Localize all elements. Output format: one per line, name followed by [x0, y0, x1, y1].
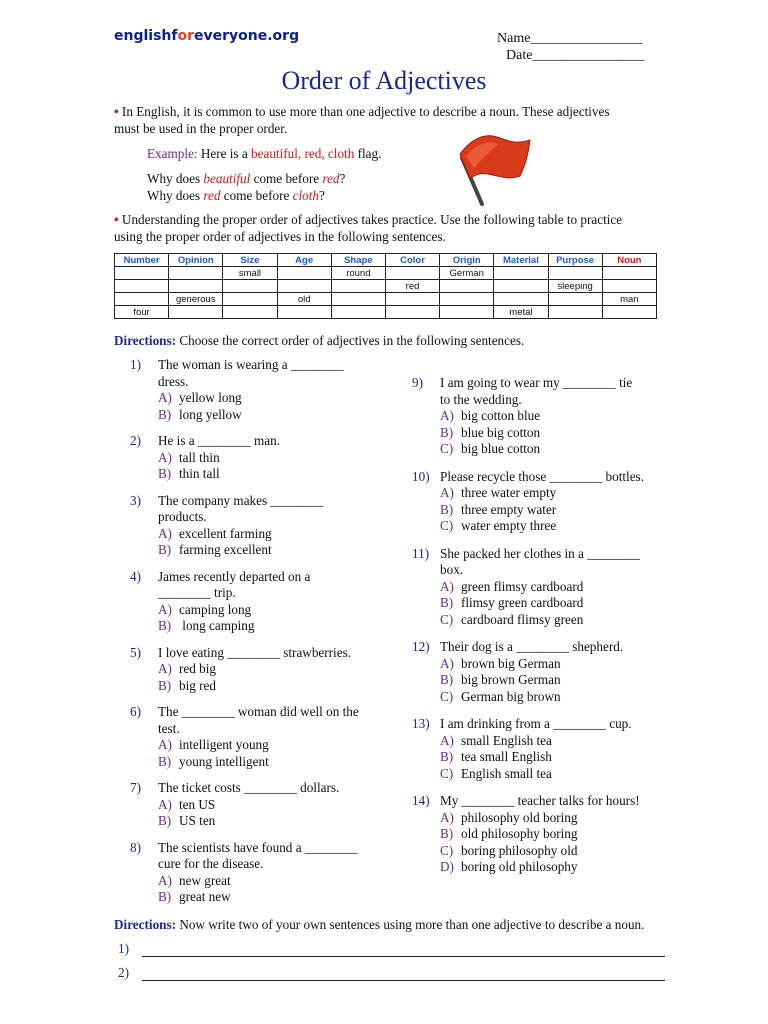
directions-2	[114, 917, 644, 933]
question-item	[412, 469, 644, 535]
table-cell	[385, 306, 439, 319]
directions-text: Choose the correct order of adjectives in the following sentences.	[179, 333, 525, 348]
intro-line2: must be used in the proper order.	[114, 120, 288, 136]
option-letter: A)	[440, 655, 454, 671]
answer-option[interactable]	[412, 579, 640, 596]
option-letter: A)	[440, 732, 454, 748]
question-text: box.	[440, 562, 464, 577]
write-line-number: 2)	[118, 965, 129, 980]
option-text: English small tea	[461, 765, 552, 781]
question-text: The woman is wearing a ________	[158, 357, 344, 372]
question-item	[130, 840, 358, 906]
table-cell	[223, 293, 277, 306]
answer-option[interactable]	[412, 672, 623, 689]
question-line	[130, 645, 351, 662]
option-letter: C)	[440, 842, 454, 858]
answer-option[interactable]	[130, 407, 344, 424]
example-text: flag.	[357, 146, 382, 161]
question-line	[412, 716, 632, 733]
question-line	[412, 639, 623, 656]
option-letter: B)	[440, 749, 454, 764]
table-header-row	[115, 254, 657, 267]
question-text: The ticket costs ________ dollars.	[158, 780, 340, 795]
table-cell	[385, 293, 439, 306]
table-cell	[115, 267, 169, 280]
answer-option[interactable]	[412, 689, 623, 706]
practice-line1: Understanding the proper order of adjectives takes practice. Use the following table to practice	[121, 212, 623, 227]
site-suffix: everyone.org	[194, 28, 300, 44]
table-cell: small	[223, 267, 277, 280]
write-line-number: 1)	[118, 941, 129, 956]
table-cell	[602, 267, 656, 280]
name-field: Name________________	[497, 31, 643, 46]
option-letter: A)	[440, 485, 454, 500]
table-cell	[440, 280, 494, 293]
question-line	[412, 546, 640, 563]
option-text: brown big German	[461, 655, 561, 671]
write-line-2[interactable]	[142, 966, 665, 981]
option-text: long camping	[179, 618, 255, 633]
directions-label: Directions:	[114, 333, 177, 348]
question-number: 10)	[412, 468, 430, 484]
option-text: three empty water	[461, 501, 557, 517]
question-text: ________ trip.	[158, 585, 236, 600]
option-text: boring philosophy old	[461, 842, 578, 858]
answer-option[interactable]	[412, 485, 644, 502]
option-text: big red	[179, 677, 216, 693]
option-text: red big	[179, 661, 216, 676]
table-cell	[602, 306, 656, 319]
table-cell	[440, 306, 494, 319]
question-number: 7)	[130, 780, 141, 795]
answer-option[interactable]	[412, 733, 632, 750]
question-text: James recently departed on a	[158, 568, 311, 584]
question-number: 5)	[130, 644, 141, 660]
option-text: big cotton blue	[461, 408, 541, 423]
answer-option[interactable]	[130, 661, 351, 678]
practice-line2: using the proper order of adjectives in the following sentences.	[114, 228, 446, 244]
option-letter: A)	[440, 408, 454, 423]
option-text: yellow long	[179, 390, 242, 405]
table-cell	[494, 280, 548, 293]
option-text: philosophy old boring	[461, 809, 578, 825]
table-row	[115, 267, 657, 280]
question-line	[130, 357, 344, 374]
option-letter: A)	[158, 525, 172, 541]
bullet: •	[114, 212, 119, 227]
option-letter: A)	[158, 796, 172, 812]
table-header: Age	[277, 254, 331, 267]
table-cell	[331, 293, 385, 306]
example-question-1	[147, 171, 345, 187]
option-text: new great	[179, 872, 231, 888]
question-line	[412, 469, 644, 486]
question-number: 4)	[130, 568, 141, 584]
table-row	[115, 293, 657, 306]
table-cell	[169, 280, 223, 293]
option-letter: A)	[158, 737, 172, 752]
answer-option[interactable]	[412, 441, 632, 458]
question-line	[412, 375, 632, 392]
question-item	[130, 493, 323, 559]
question-number: 3)	[130, 492, 141, 508]
option-letter: A)	[158, 661, 172, 676]
table-cell	[494, 293, 548, 306]
answer-option[interactable]	[130, 754, 359, 771]
option-text: farming excellent	[179, 542, 272, 557]
table-cell	[115, 280, 169, 293]
table-header: Shape	[331, 254, 385, 267]
table-header: Number	[115, 254, 169, 267]
table-cell	[602, 280, 656, 293]
option-text: three water empty	[461, 485, 557, 500]
option-text: big brown German	[461, 672, 561, 687]
question-item	[412, 639, 623, 705]
option-letter: A)	[158, 601, 172, 617]
option-letter: A)	[158, 390, 172, 405]
answer-option[interactable]	[130, 889, 358, 906]
option-text: long yellow	[179, 406, 242, 422]
option-text: blue big cotton	[461, 424, 541, 440]
answer-option[interactable]	[412, 408, 632, 425]
option-letter: B)	[158, 542, 172, 557]
option-text: big blue cotton	[461, 441, 541, 456]
table-header: Purpose	[548, 254, 602, 267]
answer-option[interactable]	[130, 618, 310, 635]
table-header: Opinion	[169, 254, 223, 267]
question-line	[130, 780, 339, 797]
site-mid: or	[177, 28, 195, 44]
option-letter: B)	[158, 406, 172, 422]
option-text: tall thin	[179, 449, 220, 465]
option-letter: B)	[440, 595, 454, 610]
q-text: come before	[223, 188, 290, 203]
option-letter: C)	[440, 611, 454, 627]
question-line	[130, 509, 323, 526]
question-text: The scientists have found a ________	[158, 839, 358, 855]
practice-paragraph	[114, 212, 659, 245]
table-cell	[169, 267, 223, 280]
option-letter: B)	[158, 466, 172, 481]
question-number: 11)	[412, 545, 430, 561]
table-cell: old	[277, 293, 331, 306]
answer-option[interactable]	[412, 612, 640, 629]
option-letter: D)	[440, 859, 454, 874]
adjective-order-table	[114, 253, 657, 319]
question-text: Please recycle those ________ bottles.	[440, 468, 644, 484]
question-line	[130, 569, 310, 586]
table-cell	[440, 293, 494, 306]
table-cell: round	[331, 267, 385, 280]
option-letter: A)	[158, 449, 172, 465]
table-cell	[169, 306, 223, 319]
option-text: tea small English	[461, 749, 552, 764]
date-field: Date________________	[506, 48, 645, 63]
red-flag-icon	[452, 128, 534, 213]
table-cell: red	[385, 280, 439, 293]
question-item	[412, 375, 632, 458]
table-cell	[331, 306, 385, 319]
question-item	[130, 780, 339, 830]
answer-option[interactable]	[130, 873, 358, 890]
answer-option[interactable]	[412, 518, 644, 535]
option-text: German big brown	[461, 688, 561, 704]
question-item	[130, 357, 344, 423]
option-letter: B)	[158, 618, 172, 633]
answer-option[interactable]	[130, 813, 339, 830]
question-number: 13)	[412, 716, 430, 731]
example-label: Example:	[147, 146, 198, 161]
option-letter: C)	[440, 518, 454, 533]
example-question-2	[147, 188, 325, 204]
table-cell	[548, 267, 602, 280]
option-text: young intelligent	[179, 753, 269, 769]
option-letter: B)	[158, 889, 172, 904]
answer-option[interactable]	[130, 678, 351, 695]
answer-option[interactable]	[130, 542, 323, 559]
answer-option[interactable]	[130, 466, 280, 483]
option-text: excellent farming	[179, 525, 272, 541]
option-letter: B)	[440, 672, 454, 687]
table-header: Color	[385, 254, 439, 267]
site-logo	[114, 28, 299, 44]
question-text: The ________ woman did well on the	[158, 704, 359, 719]
question-text: The company makes ________	[158, 492, 324, 508]
question-line	[412, 793, 640, 810]
question-line	[130, 840, 358, 857]
table-cell: man	[602, 293, 656, 306]
option-letter: B)	[158, 813, 172, 828]
bullet: •	[114, 104, 119, 119]
table-cell	[223, 306, 277, 319]
option-text: US ten	[179, 813, 216, 828]
table-cell	[277, 280, 331, 293]
table-cell: sleeping	[548, 280, 602, 293]
table-header: Size	[223, 254, 277, 267]
option-text: intelligent young	[179, 737, 269, 752]
answer-option[interactable]	[412, 656, 623, 673]
option-letter: A)	[158, 872, 172, 888]
option-text: camping long	[179, 601, 252, 617]
answer-option[interactable]	[412, 766, 632, 783]
question-number: 6)	[130, 704, 141, 719]
write-line-1[interactable]	[142, 942, 665, 957]
q-word: cloth	[292, 188, 320, 203]
answer-option[interactable]	[412, 502, 644, 519]
option-text: water empty three	[461, 518, 557, 533]
answer-option[interactable]	[412, 843, 640, 860]
table-cell	[277, 267, 331, 280]
table-header: Origin	[440, 254, 494, 267]
example-word: beautiful,	[251, 146, 302, 161]
question-number: 9)	[412, 375, 423, 390]
table-cell	[115, 293, 169, 306]
question-line	[412, 562, 640, 579]
table-cell	[494, 267, 548, 280]
question-text: test.	[158, 720, 180, 736]
table-header: Material	[494, 254, 548, 267]
answer-option[interactable]	[130, 526, 323, 543]
option-text: boring old philosophy	[461, 859, 578, 874]
option-letter: C)	[440, 688, 454, 704]
table-cell: four	[115, 306, 169, 319]
q-text: Why does	[147, 171, 201, 186]
table-cell	[331, 280, 385, 293]
example-word: red,	[304, 146, 325, 161]
q-text: ?	[319, 188, 325, 203]
table-row	[115, 306, 657, 319]
option-letter: B)	[440, 826, 454, 841]
option-letter: B)	[440, 424, 454, 440]
question-text: I am drinking from a ________ cup.	[440, 716, 632, 731]
table-cell: metal	[494, 306, 548, 319]
question-number: 8)	[130, 839, 141, 855]
q-word: red	[322, 171, 340, 186]
question-text: cure for the disease.	[158, 856, 264, 871]
question-line	[412, 392, 632, 409]
table-row	[115, 280, 657, 293]
question-text: My ________ teacher talks for hours!	[440, 793, 640, 808]
answer-option[interactable]	[412, 749, 632, 766]
table-cell: generous	[169, 293, 223, 306]
question-line	[130, 856, 358, 873]
option-text: flimsy green cardboard	[461, 595, 584, 610]
question-line	[130, 704, 359, 721]
example-word: cloth	[327, 146, 355, 161]
question-text: dress.	[158, 373, 189, 389]
option-text: thin tall	[179, 466, 220, 481]
intro-line1: In English, it is common to use more than one adjective to describe a noun. These adjectives	[121, 104, 610, 119]
question-number: 1)	[130, 357, 141, 372]
answer-option[interactable]	[412, 859, 640, 876]
question-number: 12)	[412, 639, 430, 654]
question-item	[130, 704, 359, 770]
q-text: ?	[339, 171, 346, 186]
question-line	[130, 721, 359, 738]
table-cell	[385, 267, 439, 280]
question-text: Their dog is a ________ shepherd.	[440, 639, 624, 654]
q-word: beautiful	[203, 171, 251, 186]
question-text: He is a ________ man.	[158, 433, 280, 448]
table-cell: German	[440, 267, 494, 280]
site-prefix: englishf	[114, 28, 178, 44]
table-header: Noun	[602, 254, 656, 267]
option-letter: C)	[440, 765, 454, 781]
question-text: to the wedding.	[440, 391, 522, 407]
question-text: products.	[158, 509, 207, 524]
directions-1	[114, 333, 524, 349]
option-text: old philosophy boring	[461, 826, 578, 841]
directions-text: Now write two of your own sentences using more than one adjective to describe a noun.	[179, 917, 645, 932]
option-letter: B)	[158, 753, 172, 769]
question-item	[412, 716, 632, 782]
question-text: She packed her clothes in a ________	[440, 545, 640, 561]
table-cell	[277, 306, 331, 319]
question-number: 14)	[412, 793, 430, 808]
option-text: cardboard flimsy green	[461, 611, 584, 627]
question-item	[130, 433, 280, 483]
answer-option[interactable]	[130, 450, 280, 467]
q-word: red	[203, 188, 221, 203]
answer-option[interactable]	[130, 390, 344, 407]
option-text: small English tea	[461, 732, 552, 748]
example-text: Here is a	[200, 146, 248, 161]
directions-label: Directions:	[114, 917, 177, 932]
question-item	[130, 569, 310, 635]
option-text: great new	[179, 889, 231, 904]
question-number: 2)	[130, 433, 141, 448]
option-letter: B)	[158, 677, 172, 693]
answer-option[interactable]	[412, 810, 640, 827]
answer-option[interactable]	[412, 425, 632, 442]
question-item	[412, 546, 640, 629]
option-letter: C)	[440, 441, 454, 456]
table-cell	[548, 293, 602, 306]
question-item	[412, 793, 640, 876]
question-text: I am going to wear my ________ tie	[440, 375, 633, 390]
option-text: ten US	[179, 796, 216, 812]
q-text: Why does	[147, 188, 201, 203]
question-line	[130, 585, 310, 602]
table-cell	[548, 306, 602, 319]
question-item	[130, 645, 351, 695]
intro-paragraph	[114, 104, 659, 137]
option-letter: A)	[440, 809, 454, 825]
answer-option[interactable]	[412, 595, 640, 612]
answer-option[interactable]	[130, 602, 310, 619]
option-letter: A)	[440, 578, 454, 594]
table-cell	[223, 280, 277, 293]
answer-option[interactable]	[412, 826, 640, 843]
example-line	[147, 146, 381, 162]
question-line	[130, 493, 323, 510]
q-text: come before	[253, 171, 320, 186]
question-line	[130, 433, 280, 450]
page-title: Order of Adjectives	[281, 66, 487, 95]
option-letter: B)	[440, 501, 454, 517]
answer-option[interactable]	[130, 797, 339, 814]
option-text: green flimsy cardboard	[461, 578, 584, 594]
question-line	[130, 374, 344, 391]
question-text: I love eating ________ strawberries.	[158, 644, 351, 660]
answer-option[interactable]	[130, 737, 359, 754]
